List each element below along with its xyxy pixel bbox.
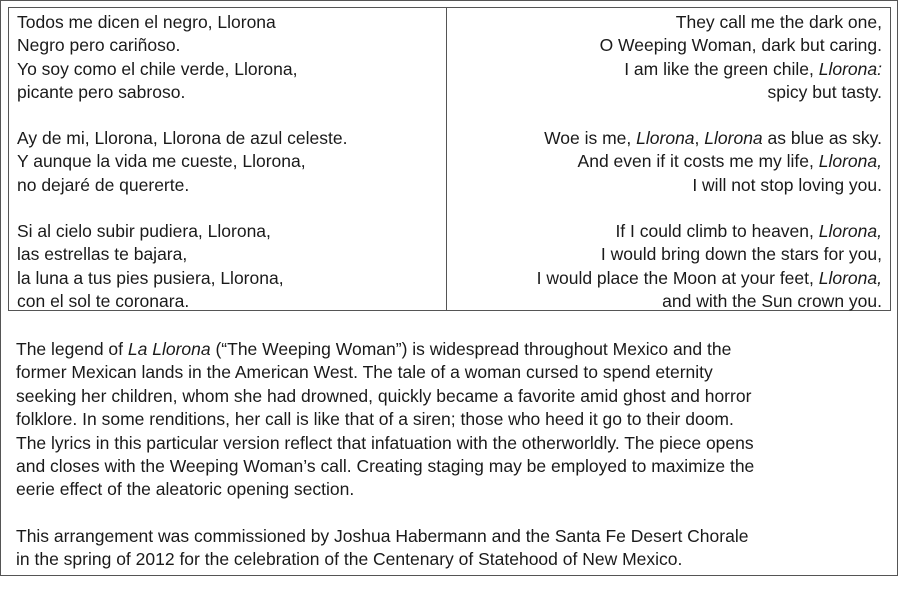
italic-text: Llorona, [818,221,882,242]
spanish-lyric-line: la luna a tus pies pusiera, Llorona, [17,267,284,288]
spanish-stanza [17,11,446,104]
text-segment: seeking her children, whom she had drowned, quickly became a favorite amid ghost and horror [16,385,752,406]
spanish-lyric-line: Todos me dicen el negro, Llorona [17,12,276,32]
text-segment: I am like the green chile, [624,58,819,79]
spanish-lyric-line: con el sol te coronara. [17,290,190,311]
text-segment: And even if it costs me my life, [577,151,819,172]
note-paragraph [16,525,886,572]
note-line [16,525,886,548]
english-lyric-line [447,150,882,173]
text-segment: (“The Weeping Woman”) is widespread throughout Mexico and the [210,339,732,359]
spanish-stanza [17,127,446,197]
spanish-lyrics-column [9,8,447,310]
english-lyric-line [447,220,882,243]
english-lyric-line [447,34,882,57]
italic-text: Llorona: [818,58,882,79]
note-line [16,548,886,571]
english-stanza [447,220,882,313]
spanish-lyric-line: Ay de mi, Llorona, Llorona de azul celeste. [17,128,348,149]
english-stanza [447,127,882,197]
note-line [16,455,886,478]
english-translation-column [447,8,890,310]
text-segment: The lyrics in this particular version reflect that infatuation with the otherworldly. The piece opens [16,432,754,453]
text-segment: and with the Sun crown you. [662,290,882,311]
english-lyric-line [447,290,882,313]
lyrics-table [8,7,891,311]
italic-text: Llorona [704,128,763,149]
english-lyric-line [447,11,882,34]
text-segment: former Mexican lands in the American West. The tale of a woman cursed to spend eternity [16,362,713,383]
note-line [16,385,886,408]
english-lyric-line [447,58,882,81]
note-line [16,432,886,455]
english-lyric-line [447,81,882,104]
spanish-lyric-line: Y aunque la vida me cueste, Llorona, [17,151,306,172]
spanish-lyric-line: Si al cielo subir pudiera, Llorona, [17,221,271,242]
italic-text: Llorona, [818,151,882,172]
italic-text: Llorona [636,128,695,149]
note-line [16,478,886,501]
note-paragraph [16,338,886,502]
text-segment: as blue as sky. [762,128,882,149]
italic-text: Llorona, [818,267,882,288]
text-segment: spicy but tasty. [767,81,882,102]
english-lyric-line [447,267,882,290]
spanish-lyric-line: Yo soy como el chile verde, Llorona, [17,58,298,79]
text-segment: and closes with the Weeping Woman’s call. Creating staging may be employed to maximize the [16,456,755,477]
english-lyric-line [447,174,882,197]
text-segment: Woe is me, [544,128,637,149]
spanish-lyric-line: no dejaré de quererte. [17,174,190,195]
text-segment: eerie effect of the aleatoric opening section. [16,479,355,500]
italic-text: La Llorona [127,339,211,359]
note-line [16,338,886,361]
english-lyric-line [447,243,882,266]
spanish-stanza [17,220,446,313]
note-line [16,361,886,384]
text-segment: I will not stop loving you. [692,174,882,195]
spanish-lyric-line: las estrellas te bajara, [17,244,188,265]
text-segment: , [694,128,705,149]
note-line [16,408,886,431]
program-notes [16,338,886,595]
text-segment: in the spring of 2012 for the celebration of the Centenary of Statehood of New Mexico. [16,549,683,570]
english-lyric-line [447,127,882,150]
text-segment: O Weeping Woman, dark but caring. [599,35,882,56]
text-segment: I would bring down the stars for you, [600,244,882,265]
spanish-lyric-line: picante pero sabroso. [17,81,186,102]
text-segment: This arrangement was commissioned by Joshua Habermann and the Santa Fe Desert Chorale [16,525,749,546]
text-segment: The legend of [16,339,128,359]
spanish-lyric-line: Negro pero cariñoso. [17,35,181,56]
text-segment: They call me the dark one, [675,12,882,32]
text-segment: If I could climb to heaven, [615,221,819,242]
text-segment: I would place the Moon at your feet, [536,267,819,288]
text-segment: folklore. In some renditions, her call is like that of a siren; those who heed it go to their doom. [16,409,734,430]
english-stanza [447,11,882,104]
